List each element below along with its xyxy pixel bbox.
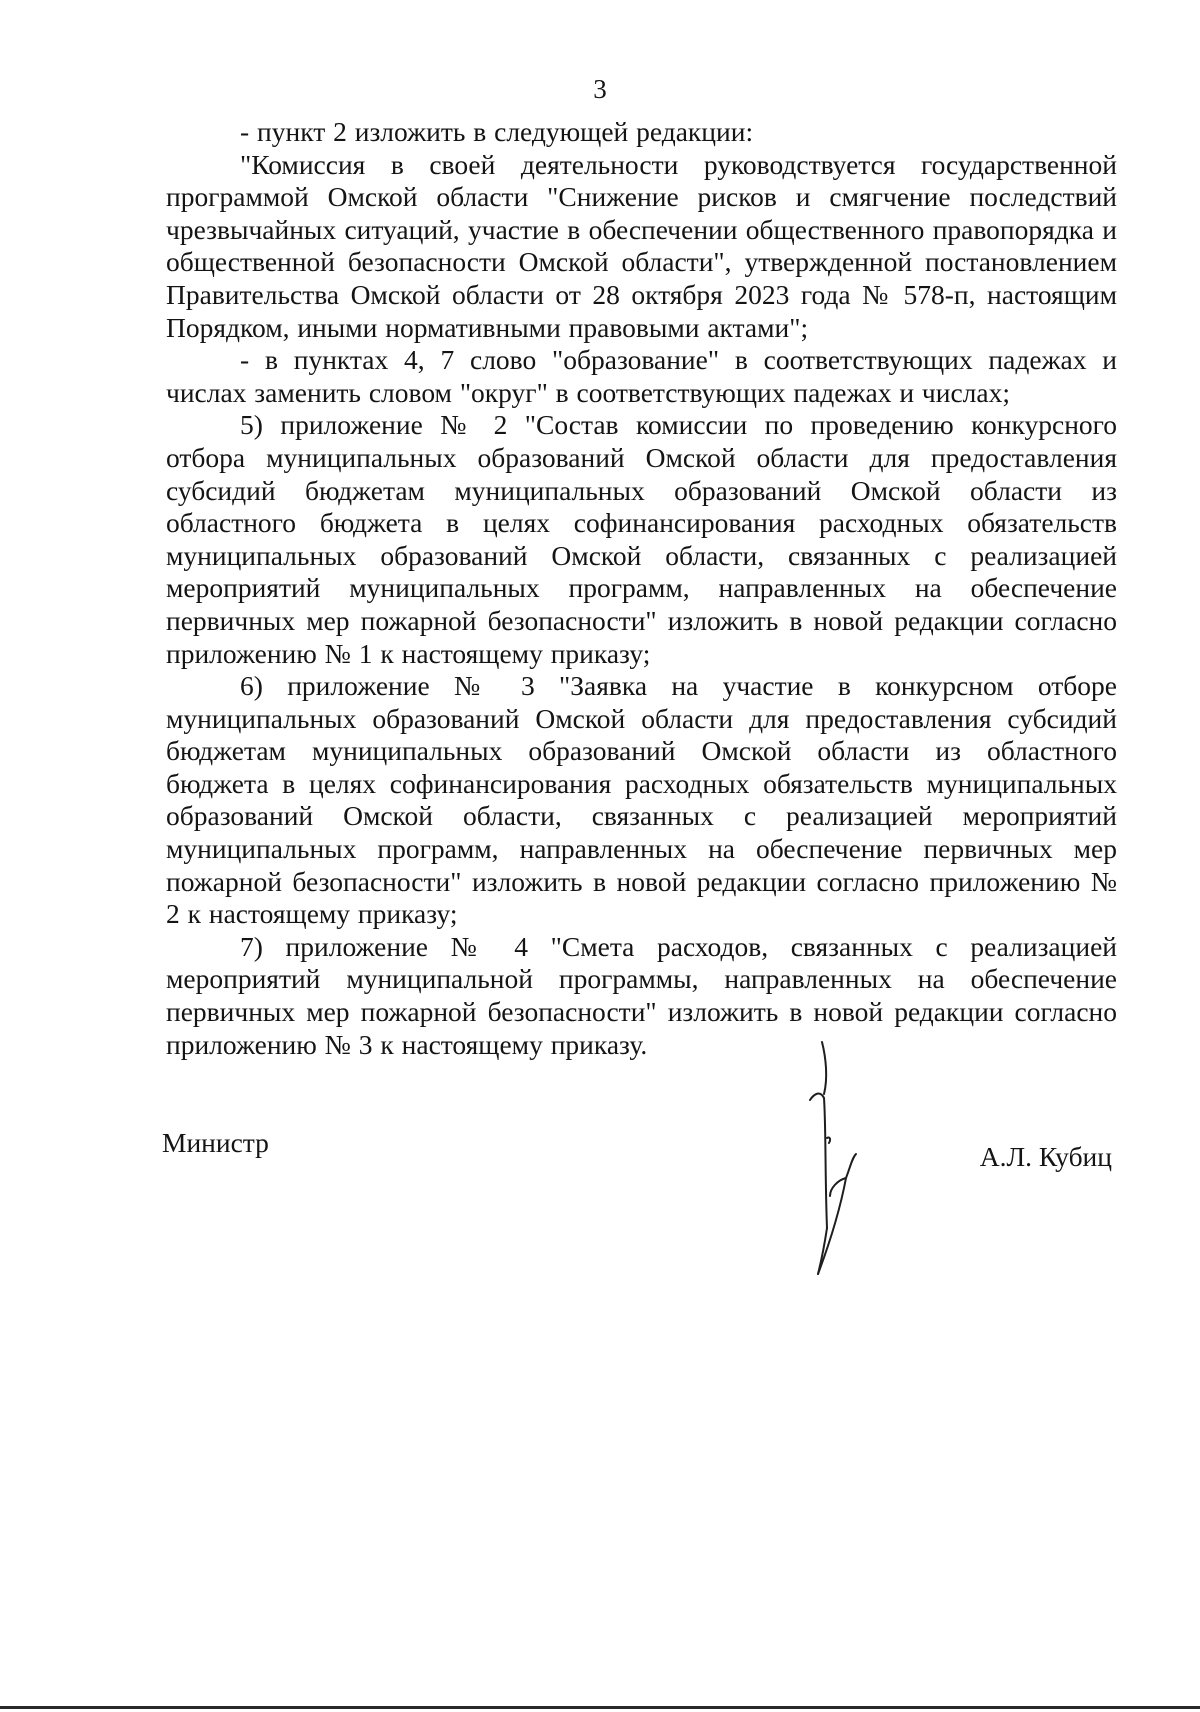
paragraph: "Комиссия в своей деятельности руководствуется государственной программой Омской области "Снижение рисков и смягчение последствий чрезвычайных ситуаций, участие в обеспечении общественного правопорядка и общественной безопасности Омской области", утвержденной постановлением Правительства Омской области от 28 октября 2023 года № 578-п, настоящим Порядком, иными нормативными правовыми актами"; xyxy=(166,148,1117,343)
signature-block xyxy=(162,1126,1112,1186)
paragraph: 6) приложение № 3 "Заявка на участие в конкурсном отборе муниципальных образований Омской области для предоставления субсидий бюджетам муниципальных образований Омской области из областного бюджета в целях софинансирования расходных обязательств муниципальных образований Омской области, связанных с реализацией мероприятий муниципальных программ, направленных на обеспечение первичных мер пожарной безопасности" изложить в новой редакции согласно приложению № 2 к настоящему приказу; xyxy=(166,670,1117,930)
scan-edge-line xyxy=(0,1706,1200,1709)
paragraph: - пункт 2 изложить в следующей редакции: xyxy=(240,116,754,147)
page-number: 3 xyxy=(593,74,607,104)
handwritten-signature-icon xyxy=(800,1028,910,1288)
paragraph: 7) приложение № 4 "Смета расходов, связанных с реализацией мероприятий муниципальной программы, направленных на обеспечение первичных мер пожарной безопасности" изложить в новой редакции согласно приложению № 3 к настоящему приказу. xyxy=(166,930,1117,1060)
document-body xyxy=(166,116,1117,1061)
paragraph: - в пунктах 4, 7 слово "образование" в соответствующих падежах и числах заменить словом "округ" в соответствующих падежах и числах; xyxy=(166,344,1117,408)
signatory-name: А.Л. Кубиц xyxy=(979,1141,1112,1172)
paragraph: 5) приложение № 2 "Состав комиссии по проведению конкурсного отбора муниципальных образований Омской области для предоставления субсидий бюджетам муниципальных образований Омской области из областного бюджета в целях софинансирования расходных обязательств муниципальных образований Омской области, связанных с реализацией мероприятий муниципальных программ, направленных на обеспечение первичных мер пожарной безопасности" изложить в новой редакции согласно приложению № 1 к настоящему приказу; xyxy=(166,409,1117,669)
signatory-title: Министр xyxy=(162,1127,269,1158)
